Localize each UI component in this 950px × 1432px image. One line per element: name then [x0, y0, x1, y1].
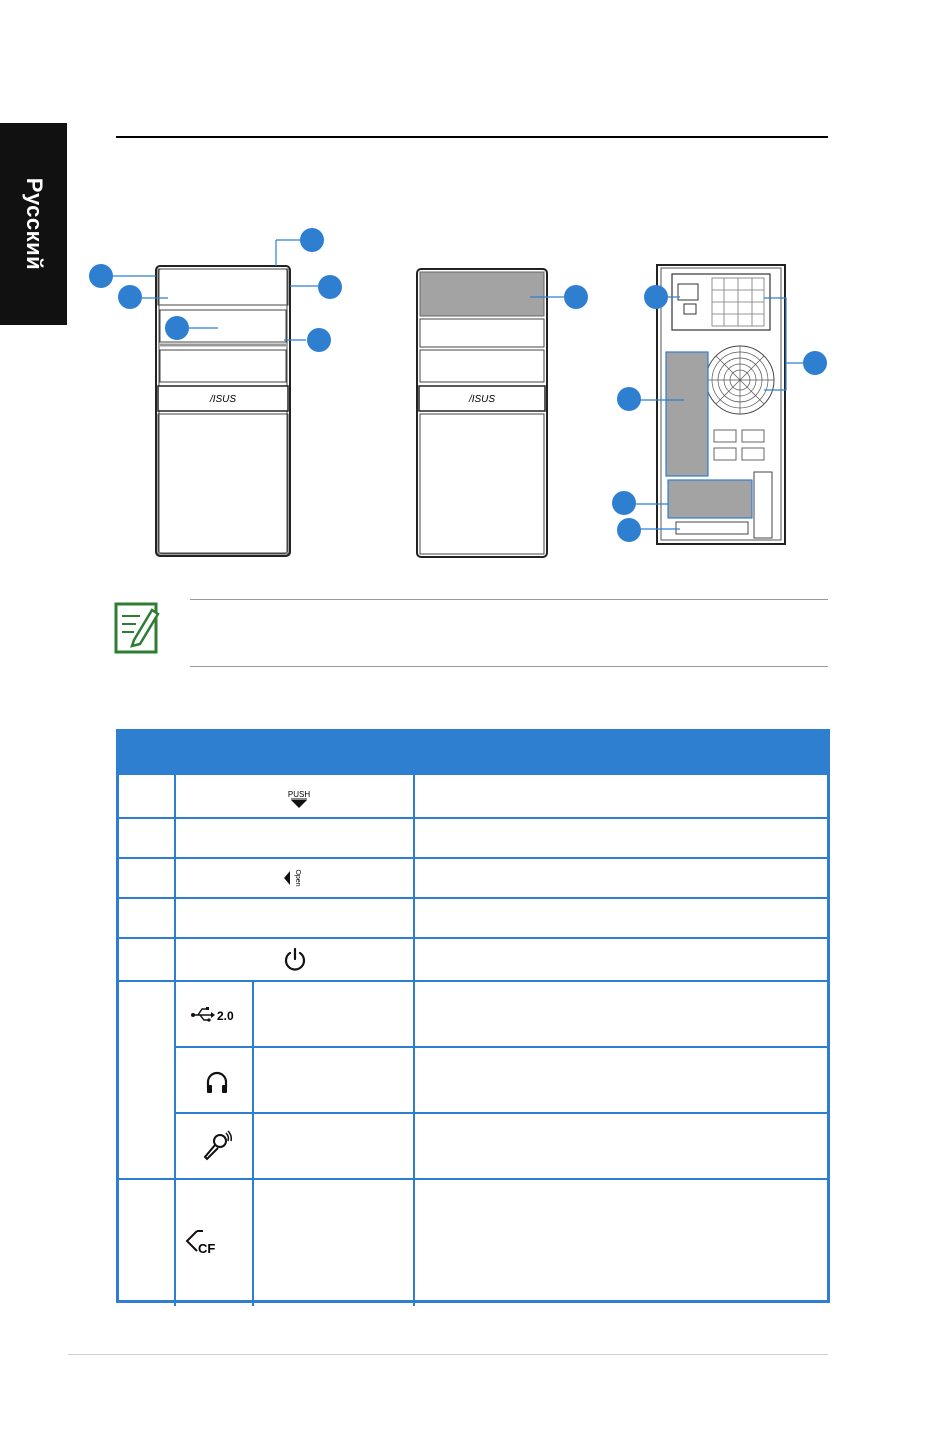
panel-logo: /ISUS — [468, 394, 496, 405]
note-icon — [114, 600, 160, 656]
row-divider — [174, 1046, 827, 1048]
row-divider — [119, 937, 827, 939]
open-icon — [281, 865, 311, 891]
computer-diagrams — [0, 0, 950, 600]
language-label: Русский — [21, 177, 47, 271]
front-logo: /ISUS — [209, 394, 237, 405]
row-divider — [119, 817, 827, 819]
note-bottom-rule — [190, 666, 828, 667]
row-divider — [119, 980, 827, 982]
cf-card-icon — [185, 1228, 223, 1258]
front-panel-diagram — [417, 269, 588, 557]
spec-table — [116, 729, 830, 1303]
row-divider — [119, 1178, 827, 1180]
svg-text:Open: Open — [294, 869, 301, 887]
rear-view-diagram — [612, 265, 827, 544]
row-divider — [119, 857, 827, 859]
svg-text:2.0: 2.0 — [217, 1009, 234, 1023]
column-divider — [252, 980, 254, 1306]
row-divider — [174, 1112, 827, 1114]
front-view-diagram — [89, 228, 342, 556]
footer-rule — [68, 1354, 828, 1355]
microphone-icon — [199, 1128, 233, 1164]
table-header — [119, 732, 827, 775]
row-divider — [119, 897, 827, 899]
power-icon — [280, 944, 310, 974]
push-eject-icon — [279, 788, 319, 812]
svg-text:CF: CF — [198, 1241, 216, 1256]
note-top-rule — [190, 599, 828, 600]
headphone-icon — [202, 1068, 232, 1098]
usb-icon — [189, 1002, 241, 1026]
svg-text:PUSH: PUSH — [287, 790, 311, 799]
